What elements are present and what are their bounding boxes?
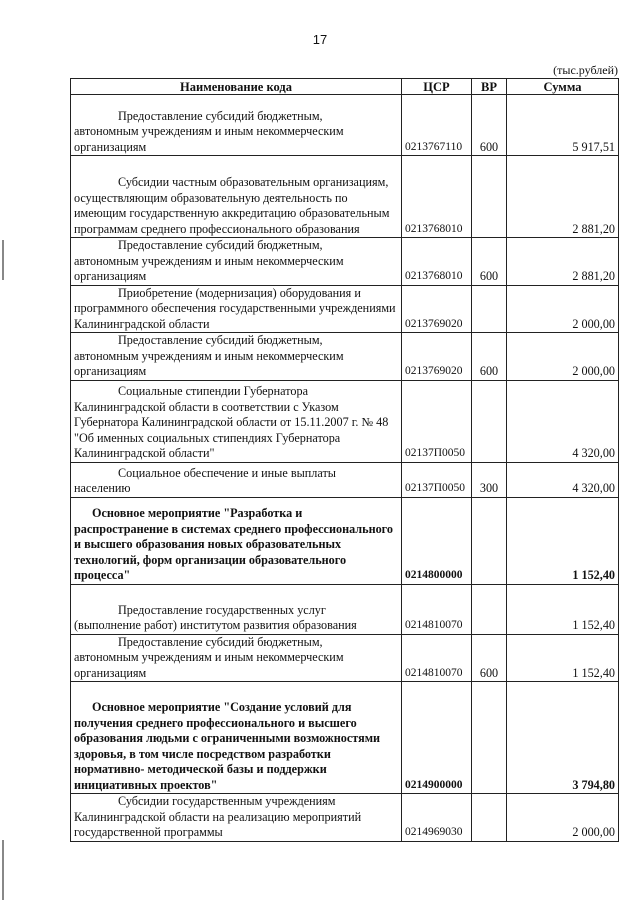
row-name-cell: [71, 634, 402, 682]
row-sum-cell: 1 152,40: [507, 497, 619, 584]
row-name-first-line: Предоставление субсидий бюджетным,: [118, 108, 323, 123]
row-vr-cell: 600: [472, 238, 507, 286]
row-sum-cell: 2 881,20: [507, 238, 619, 286]
table-row: [71, 584, 619, 634]
row-name-first-line: Предоставление государственных услуг: [118, 602, 326, 617]
row-csr-cell: 0214969030: [402, 794, 472, 842]
row-vr-cell: 300: [472, 462, 507, 497]
row-sum-cell: 4 320,00: [507, 462, 619, 497]
row-name-rest: программного обеспечения государственными учреждениями Калининградской области: [74, 301, 396, 331]
row-name-first-line: Субсидии государственным учреждениям: [118, 794, 336, 808]
table-row: [71, 333, 619, 381]
row-name-rest: осуществляющим образовательную деятельность по имеющим государственную аккредитацию образовательным программам среднего профессионального образования: [74, 190, 390, 236]
table-row: [71, 682, 619, 794]
row-name-rest: (выполнение работ) институтом развития образования: [74, 618, 357, 632]
row-vr-cell: 600: [472, 95, 507, 156]
row-sum-cell: 2 000,00: [507, 794, 619, 842]
row-vr-cell: [472, 682, 507, 794]
row-name-cell: [71, 95, 402, 156]
row-name-cell: [71, 497, 402, 584]
row-name-cell: [71, 380, 402, 462]
left-edge-mark: [2, 840, 4, 900]
row-sum-cell: 3 794,80: [507, 682, 619, 794]
row-vr-cell: 600: [472, 634, 507, 682]
row-sum-cell: 1 152,40: [507, 634, 619, 682]
table-header-row: [71, 79, 619, 95]
row-name-rest: автономным учреждениям и иным некоммерческим организациям: [74, 124, 344, 154]
row-name-cell: [71, 462, 402, 497]
row-name-rest: распространение в системах среднего профессионального и высшего образования новых образовательных технологий, форм организации образовательного процесса": [74, 521, 394, 582]
table-row: [71, 634, 619, 682]
row-name-first-line: Предоставление субсидий бюджетным,: [118, 238, 323, 252]
page-number: 17: [312, 32, 328, 47]
row-name-rest: Калининградской области в соответствии с Указом Губернатора Калининградской области от 15.11.2007 г. № 48 "Об именных социальных стипендиях Губернатора Калининградской области": [74, 399, 389, 460]
row-sum-cell: 2 000,00: [507, 285, 619, 333]
table-row: [71, 156, 619, 238]
row-name-first-line: Предоставление субсидий бюджетным,: [118, 634, 323, 649]
table-row: [71, 497, 619, 584]
row-name-rest: автономным учреждениям и иным некоммерческим организациям: [74, 650, 344, 680]
row-name-cell: [71, 682, 402, 794]
row-name-rest: Калининградской области на реализацию мероприятий государственной программы: [74, 809, 362, 839]
row-csr-cell: 0213768010: [402, 156, 472, 238]
row-vr-cell: [472, 497, 507, 584]
table-row: [71, 794, 619, 842]
row-vr-cell: [472, 156, 507, 238]
row-csr-cell: 0214810070: [402, 634, 472, 682]
row-csr-cell: 0214800000: [402, 497, 472, 584]
row-sum-cell: 2 881,20: [507, 156, 619, 238]
row-vr-cell: 600: [472, 333, 507, 381]
table-row: [71, 380, 619, 462]
header-csr: ЦСР: [402, 79, 472, 95]
row-name-cell: [71, 794, 402, 842]
row-name-first-line: Основное мероприятие "Создание условий для: [92, 700, 352, 714]
row-name-first-line: Субсидии частным образовательным организациям,: [118, 175, 389, 189]
units-label: (тыс.рублей): [553, 63, 618, 77]
row-name-cell: [71, 156, 402, 238]
row-sum-cell: 2 000,00: [507, 333, 619, 381]
row-sum-cell: 4 320,00: [507, 380, 619, 462]
row-name-first-line: Социальные стипендии Губернатора: [118, 384, 309, 398]
row-csr-cell: 02137П0050: [402, 380, 472, 462]
budget-table: [70, 78, 619, 842]
row-vr-cell: [472, 285, 507, 333]
header-name: Наименование кода: [71, 79, 402, 95]
row-name-first-line: Социальное обеспечение и иные выплаты: [118, 465, 336, 480]
row-csr-cell: 0213767110: [402, 95, 472, 156]
row-name-rest: автономным учреждениям и иным некоммерческим организациям: [74, 348, 344, 378]
header-sum: Сумма: [507, 79, 619, 95]
row-sum-cell: 1 152,40: [507, 584, 619, 634]
table-row: [71, 462, 619, 497]
left-edge-mark: [2, 240, 4, 280]
row-vr-cell: [472, 584, 507, 634]
row-csr-cell: 0213769020: [402, 285, 472, 333]
row-name-cell: [71, 238, 402, 286]
row-name-cell: [71, 584, 402, 634]
row-name-rest: автономным учреждениям и иным некоммерческим организациям: [74, 253, 344, 283]
row-csr-cell: 0213769020: [402, 333, 472, 381]
row-csr-cell: 0214810070: [402, 584, 472, 634]
table-row: [71, 285, 619, 333]
table-body: [71, 95, 619, 842]
table-row: [71, 95, 619, 156]
row-name-first-line: Приобретение (модернизация) оборудования и: [118, 285, 361, 300]
row-name-first-line: Основное мероприятие "Разработка и: [92, 506, 303, 520]
row-name-rest: населению: [74, 481, 131, 495]
row-vr-cell: [472, 794, 507, 842]
table-row: [71, 238, 619, 286]
row-sum-cell: 5 917,51: [507, 95, 619, 156]
row-name-rest: получения среднего профессионального и высшего образования людьми с ограниченными возможностями здоровья, в том числе посредством разработки нормативно- методической базы и поддержки инициативных проектов": [74, 715, 381, 792]
row-csr-cell: 02137П0050: [402, 462, 472, 497]
row-csr-cell: 0213768010: [402, 238, 472, 286]
row-name-first-line: Предоставление субсидий бюджетным,: [118, 333, 323, 347]
row-name-cell: [71, 285, 402, 333]
row-name-cell: [71, 333, 402, 381]
row-csr-cell: 0214900000: [402, 682, 472, 794]
header-vr: ВР: [472, 79, 507, 95]
row-vr-cell: [472, 380, 507, 462]
